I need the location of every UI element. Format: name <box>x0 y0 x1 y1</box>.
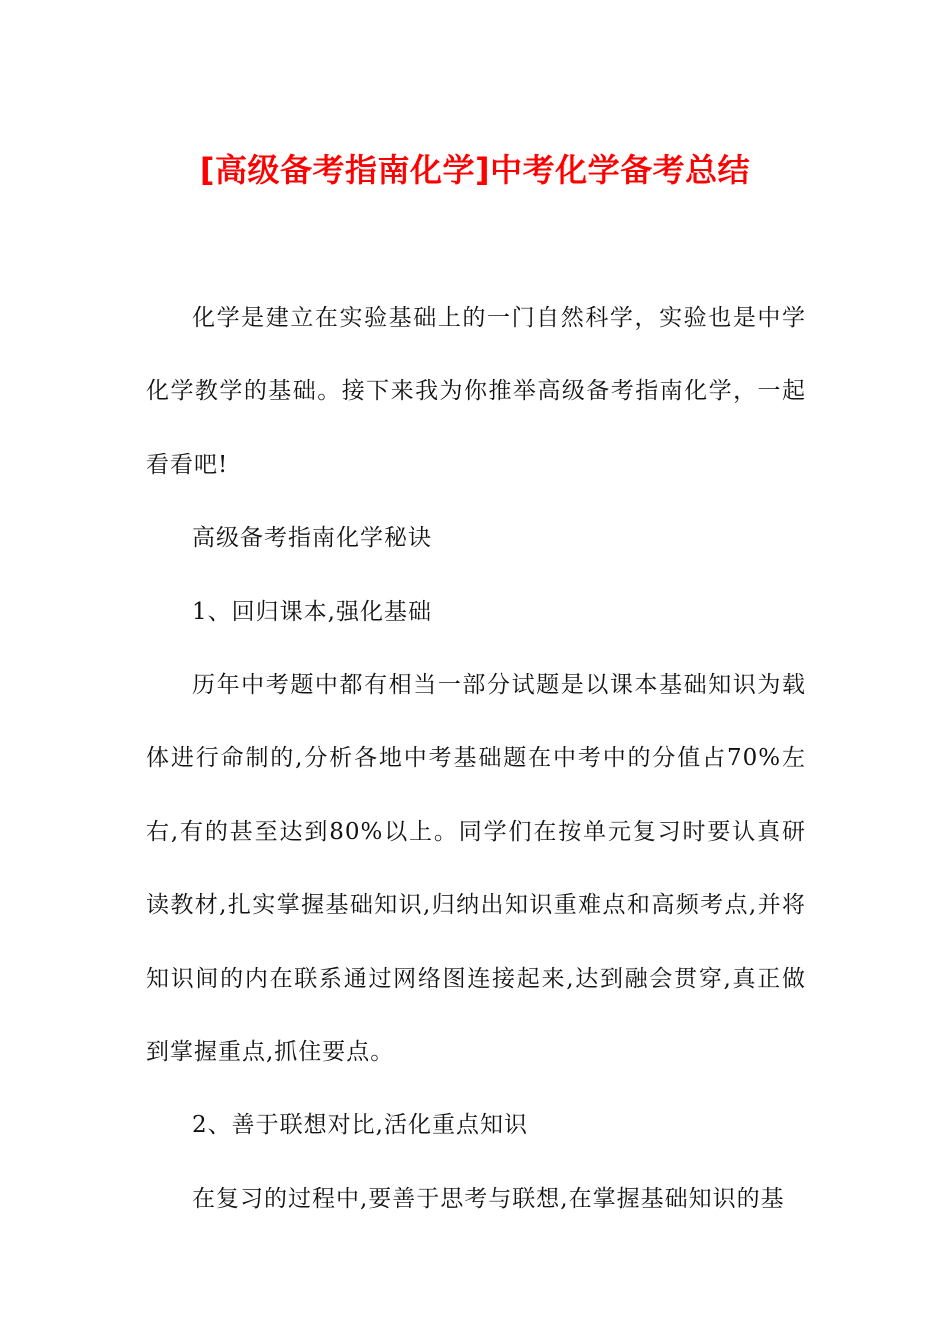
section-heading: 高级备考指南化学秘诀 <box>192 525 432 552</box>
document-body <box>146 282 806 1236</box>
paragraph-body: 历年中考题中都有相当一部分试题是以课本基础知识为载体进行命制的,分析各地中考基础题在中考中的分值占70%左右,有的甚至达到80%以上。同学们在按单元复习时要认真研读教材,扎实掌握基础知识,归纳出知识重难点和高频考点,并将知识间的内在联系通过网络图连接起来,达到融会贯穿,真正做到掌握重点,抓住要点。 <box>146 672 806 1066</box>
document-title: [高级备考指南化学]中考化学备考总结 <box>199 151 751 189</box>
paragraph-body: 在复习的过程中,要善于思考与联想,在掌握基础知识的基 <box>192 1185 785 1212</box>
paragraph-intro: 化学是建立在实验基础上的一门自然科学，实验也是中学化学教学的基础。接下来我为你推举高级备考指南化学，一起看看吧! <box>146 305 806 478</box>
list-item-heading: 1、回归课本,强化基础 <box>192 598 432 625</box>
list-item-heading: 2、善于联想对比,活化重点知识 <box>192 1112 528 1139</box>
